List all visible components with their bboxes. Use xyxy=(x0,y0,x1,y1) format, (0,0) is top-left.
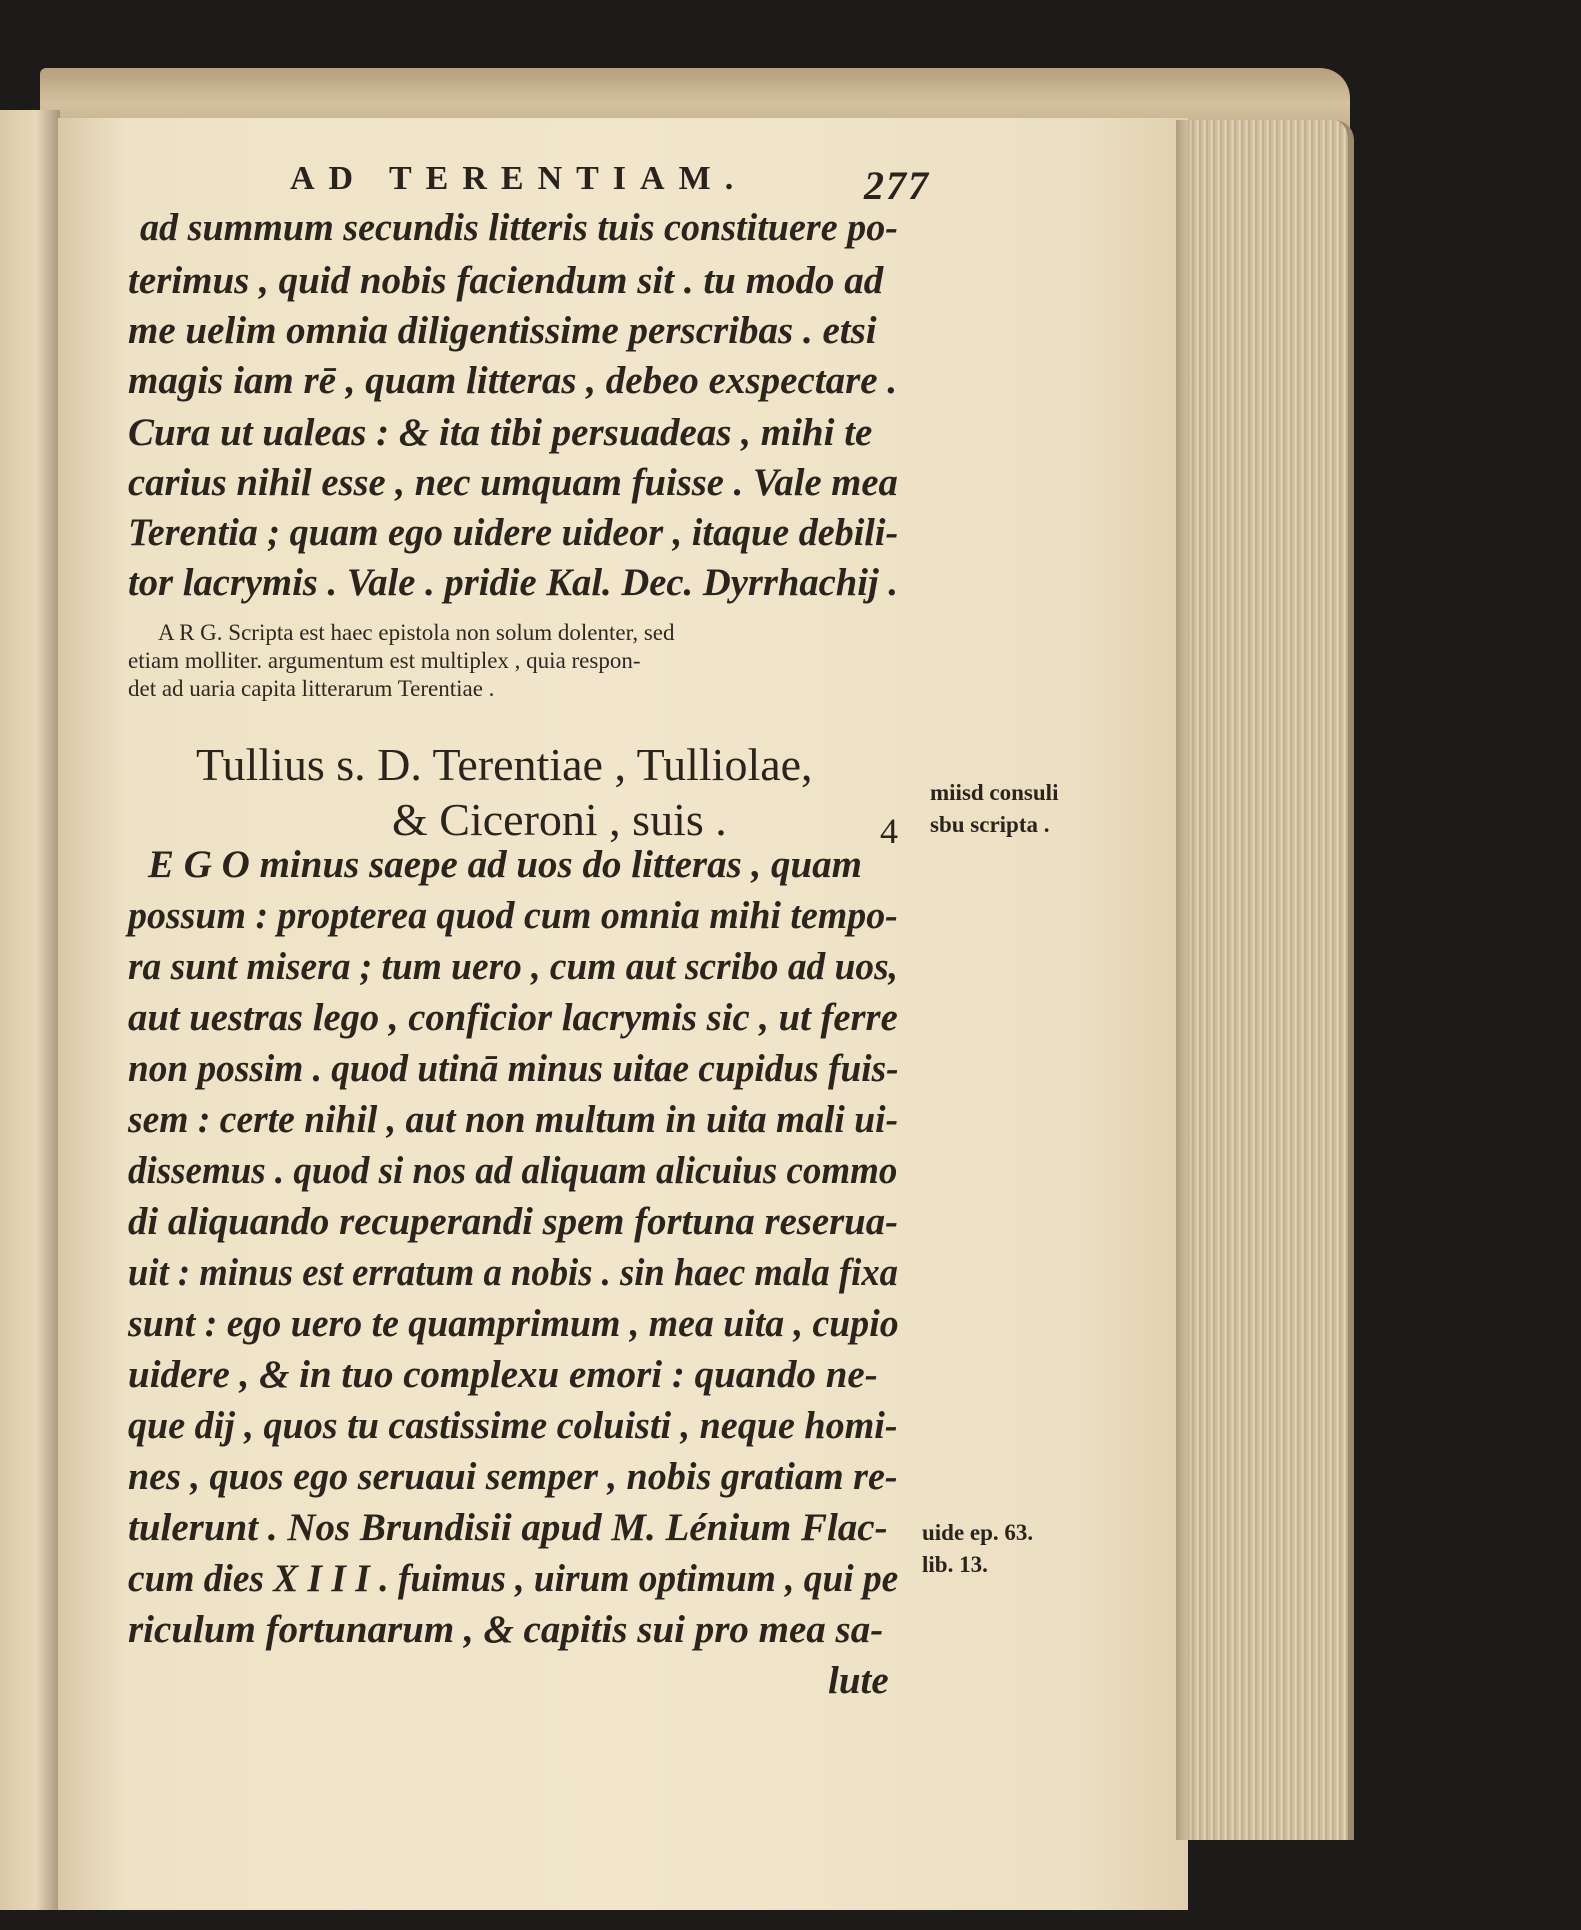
running-header xyxy=(290,160,930,210)
header-title: AD TERENTIAM. xyxy=(290,160,748,197)
page-number: 277 xyxy=(864,163,930,208)
text-line: aut uestras lego , conficior lacrymis sic , ut ferre xyxy=(128,996,898,1039)
argument-line: etiam molliter. argumentum est multiplex , quia respon- xyxy=(128,648,641,673)
text-line: me uelim omnia diligentissime perscribas . etsi xyxy=(128,309,877,352)
text-line: ra sunt misera ; tum uero , cum aut scribo ad uos, xyxy=(128,945,899,988)
margin-note: sbu scripta . xyxy=(930,812,1050,837)
text-line: sunt : ego uero te quamprimum , mea uita , cupio xyxy=(128,1302,899,1345)
text-line: lute xyxy=(828,1659,889,1702)
text-line: dissemus . quod si nos ad aliquam alicuius commo xyxy=(128,1149,898,1192)
text-line: di aliquando recuperandi spem fortuna reserua- xyxy=(128,1200,899,1243)
text-line: Cura ut ualeas : & ita tibi persuadeas , mihi te xyxy=(128,411,873,454)
text-line: possum : propterea quod cum omnia mihi tempo- xyxy=(128,894,898,937)
text-line: cum dies X I I I . fuimus , uirum optimum , qui pe xyxy=(128,1557,899,1600)
text-line: uit : minus est erratum a nobis . sin haec mala fixa xyxy=(128,1251,898,1294)
text-line: ad summum secundis litteris tuis constituere po- xyxy=(140,206,898,249)
text-line: terimus , quid nobis faciendum sit . tu modo ad xyxy=(128,259,884,302)
text-line: tulerunt . Nos Brundisii apud M. Lénium Flac- xyxy=(128,1506,888,1549)
letter-title-line: & Ciceroni , suis . xyxy=(392,794,727,845)
text-line: magis iam rē , quam litteras , debeo exspectare . xyxy=(128,359,898,402)
text-line: nes , quos ego seruaui semper , nobis gratiam re- xyxy=(128,1455,898,1498)
text-line: E G O minus saepe ad uos do litteras , quam xyxy=(148,843,863,886)
text-line: sem : certe nihil , aut non multum in uita mali ui- xyxy=(128,1098,899,1141)
margin-note: miisd consuli xyxy=(930,780,1059,805)
text-line: carius nihil esse , nec umquam fuisse . Vale mea xyxy=(128,461,898,504)
margin-note: lib. 13. xyxy=(922,1552,988,1577)
text-line: que dij , quos tu castissime coluisti , neque homi- xyxy=(128,1404,898,1447)
text-line: tor lacrymis . Vale . pridie Kal. Dec. Dyrrhachij . xyxy=(128,561,899,604)
page-fore-edges xyxy=(1188,120,1354,1840)
left-page-edge xyxy=(0,110,60,1910)
gutter-shadow xyxy=(1176,120,1194,1840)
text-line: riculum fortunarum , & capitis sui pro mea sa- xyxy=(128,1608,884,1651)
letter-number: 4 xyxy=(880,811,898,851)
text-line: uidere , & in tuo complexu emori : quando ne- xyxy=(128,1353,878,1396)
text-line: Terentia ; quam ego uidere uideor , itaque debili- xyxy=(128,511,899,554)
argument-line: det ad uaria capita litterarum Terentiae . xyxy=(128,676,495,701)
text-line: non possim . quod utinā minus uitae cupidus fuis- xyxy=(128,1047,899,1090)
letter-title-line: Tullius s. D. Terentiae , Tulliolae, xyxy=(196,739,813,790)
argument-line: A R G. Scripta est haec epistola non solum dolenter, sed xyxy=(158,620,675,645)
margin-note: uide ep. 63. xyxy=(922,1520,1034,1545)
